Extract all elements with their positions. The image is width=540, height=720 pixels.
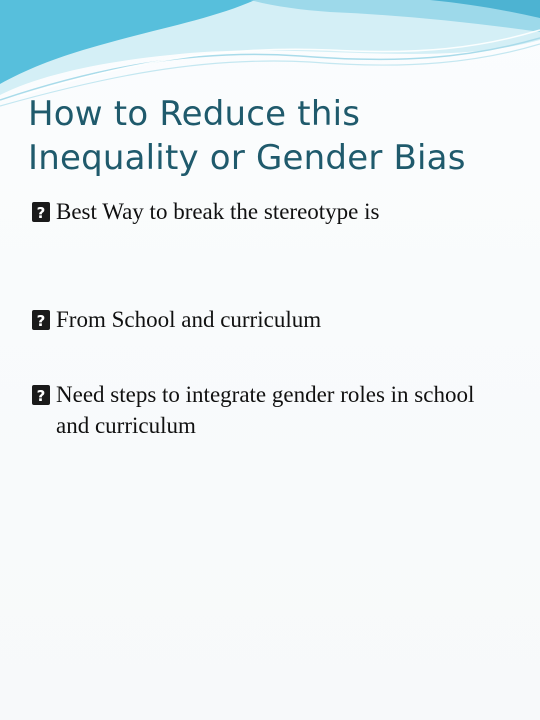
bullet-list <box>32 196 512 441</box>
bullet-item <box>32 196 512 227</box>
bullet-text: From School and curriculum <box>56 307 322 332</box>
slide-title <box>28 92 528 180</box>
unknown-glyph-icon <box>32 385 50 405</box>
unknown-glyph-icon <box>32 202 50 222</box>
bullet-text: Best Way to break the stereotype is <box>56 199 380 224</box>
slide-title-line: Inequality or Gender Bias <box>28 138 466 178</box>
bullet-item <box>32 379 512 441</box>
slide-title-line: How to Reduce this <box>28 94 361 134</box>
bullet-item <box>32 304 512 335</box>
unknown-glyph-icon <box>32 310 50 330</box>
bullet-text: Need steps to integrate gender roles in school and curriculum <box>56 382 475 438</box>
